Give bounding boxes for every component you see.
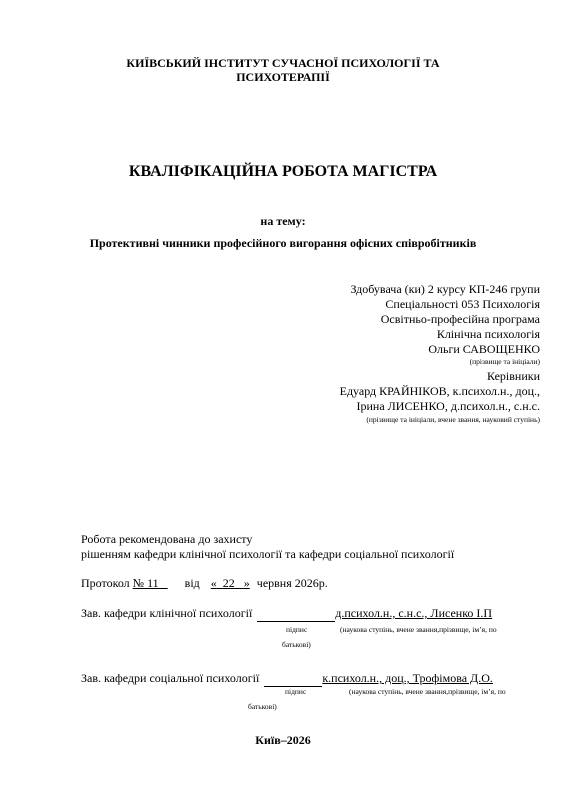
work-title: КВАЛІФІКАЦІЙНА РОБОТА МАГІСТРА [128, 163, 438, 180]
head1-signature-line [257, 606, 335, 622]
protocol-day: 22 [222, 576, 235, 590]
student-specialty: Спеціальності 053 Психологія [385, 297, 540, 311]
protocol-date [211, 576, 250, 590]
head1-sign-caption: підпис [286, 625, 308, 634]
protocol-line [81, 576, 328, 591]
topic-label: на тему: [260, 214, 306, 228]
supervisors-label: Керівники [487, 369, 540, 383]
head1-label: Зав. кафедри клінічної психології [81, 606, 253, 620]
institute-name-line2: ПСИХОТЕРАПІЇ [236, 70, 330, 84]
supervisor-2: Ірина ЛИСЕНКО, д.психол.н., с.н.с. [356, 399, 540, 413]
recommendation-line2: рішенням кафедри клінічної психології та кафедри соціальної психології [81, 547, 455, 561]
student-program-name: Клінічна психологія [436, 327, 540, 341]
student-name-caption: (прізвище та ініціали) [469, 357, 540, 366]
protocol-quote-open: « [210, 576, 217, 590]
institute-name-line1: КИЇВСЬКИЙ ІНСТИТУТ СУЧАСНОЇ ПСИХОЛОГІЇ ТА [126, 56, 440, 70]
head2-caption-line1: (наукова ступінь, вчене звання,прізвище, ім’я, по [349, 687, 506, 696]
student-name: Ольги САВОЩЕНКО [428, 342, 540, 356]
head2-line [81, 671, 493, 687]
protocol-month-year: червня 2026р. [256, 576, 328, 590]
protocol-number [133, 576, 168, 590]
student-program: Освітньо-професійна програма [380, 312, 540, 326]
protocol-quote-close: » [243, 576, 250, 590]
protocol-from: від [184, 576, 200, 590]
head1-caption-line2: батькові) [282, 640, 311, 649]
topic: Протективні чинники професійного вигорання офісних співробітників [89, 236, 477, 250]
supervisors-caption: (прізвище та ініціали, вчене звання, науковий ступінь) [366, 415, 540, 424]
head2-label: Зав. кафедри соціальної психології [81, 671, 260, 685]
protocol-label: Протокол [81, 576, 130, 590]
supervisor-1: Едуард КРАЙНІКОВ, к.психол.н., доц., [339, 384, 540, 398]
city-year: Київ–2026 [255, 733, 311, 747]
protocol-number-value: 11 [147, 576, 159, 590]
head2-sign-caption: підпис [285, 687, 307, 696]
head2-signature-line [264, 671, 322, 687]
recommendation-line1: Робота рекомендована до захисту [81, 532, 253, 546]
head1-line [81, 606, 492, 622]
head2-caption-line2: батькові) [248, 702, 277, 711]
protocol-number-sign: № [132, 576, 145, 590]
head2-value: к.психол.н., доц., Трофімова Д.О. [322, 671, 493, 685]
head1-value: д.психол.н., с.н.с., Лисенко І.П [335, 606, 493, 620]
head1-caption-line1: (наукова ступінь, вчене звання,прізвище, ім’я, по [340, 625, 497, 634]
student-course: Здобувача (ки) 2 курсу КП-246 групи [350, 282, 540, 296]
